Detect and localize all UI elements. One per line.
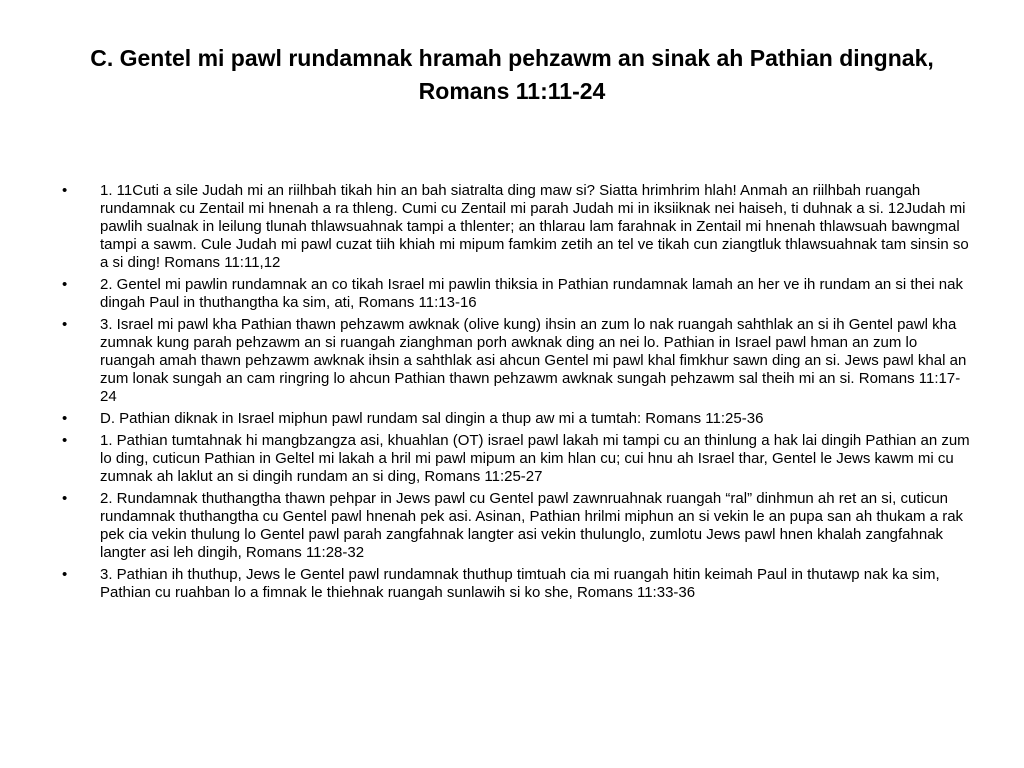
bullet-text: 2. Rundamnak thuthangtha thawn pehpar in Jews pawl cu Gentel pawl zawnruahnak ruangah “ral” dinhmun ah ret an si, cuticun rundamnak thuthangtha cu Gentel pawl hnenah pek asi. Asinan, Pathian hrilmi miphun an si vekin le an pupa san ah thukam a rak pek cia vekin thulung lo Gentel pawl parah zangfahnak langter asi vekin thulunglo, zumlotu Jews pawl hnen khalah zangfahnak langter asi leh dingih, Romans 11:28-32 xyxy=(100,490,964,561)
bullet-item-5 xyxy=(62,432,972,486)
bullet-text: 3. Israel mi pawl kha Pathian thawn pehzawm awknak (olive kung) ihsin an zum lo nak ruangah sahthlak an si ih Gentel pawl kha zumnak kung parah pehzawm an si ruangah zianghman porh awknak ding an nei lo. Pathian in Israel pawl hman an zum lo ruangah amah thawn pehzawm awknak ihsin a sahthlak asi ahcun Gentel mi pawl khal fimkhur sawn ding an si. Jews pawl khal an zum lonak sungah an cam ringring lo ahcun Pathian thawn pehzawm awknak sungah pehzawm sal theih mi an si. Romans 11:17-24 xyxy=(100,316,967,405)
bullet-text: 1. Pathian tumtahnak hi mangbzangza asi, khuahlan (OT) israel pawl lakah mi tampi cu an thinlung a hak lai dingih Pathian an zum lo ding, cuticun Pathian in Geltel mi lakah a hril mi pawl mipum an kim hlan cu; cui hnu ah Israel thar, Gentel le Jews kawm mi cu zumnak ah laklut an si dingih rundam an si ding, Romans 11:25-27 xyxy=(100,432,970,485)
bullet-item-1 xyxy=(62,182,972,272)
slide-title: C. Gentel mi pawl rundamnak hramah pehzawm an sinak ah Pathian dingnak, Romans 11:11-24 xyxy=(90,45,934,104)
bullet-item-6 xyxy=(62,490,972,562)
bullet-item-7 xyxy=(62,566,972,602)
bullet-list xyxy=(62,182,972,606)
bullet-text: 3. Pathian ih thuthup, Jews le Gentel pawl rundamnak thuthup timtuah cia mi ruangah hitin keimah Paul in thutawp nak ka sim, Pathian cu ruahban lo a fimnak le thiehnak ruangah sunlawih si ko she, Romans 11:33-36 xyxy=(100,566,940,601)
bullet-item-4 xyxy=(62,410,972,428)
bullet-text: 2. Gentel mi pawlin rundamnak an co tikah Israel mi pawlin thiksia in Pathian rundamnak lamah an her ve ih rundam an si thei nak dingah Paul in thuthangtha ka sim, ati, Romans 11:13-16 xyxy=(100,276,963,311)
bullet-dot: • xyxy=(62,276,68,293)
bullet-dot: • xyxy=(62,316,68,333)
bullet-item-2 xyxy=(62,276,972,312)
bullet-text: 1. 11Cuti a sile Judah mi an riilhbah tikah hin an bah siatralta ding maw si? Siatta hrimhrim hlah! Anmah an riilhbah ruangah rundamnak cu Zentail mi hnenah a ra thleng. Cumi cu Zentail mi parah Judah mi in iksiiknak nei haiseh, ti duhnak a si. 12Judah mi pawlih sualnak in leilung tlunah thlawsuahnak tampi a thlenter; an thlarau lam farahnak in Zentail mi hnenah thlawsuah bawngmal tampi a sawm. Cule Judah mi pawl cuzat tiih khiah mi mipum famkim zetih an tel ve tikah cun ziangtluk thlawsuahnak tam sinsin so a si ding! Romans 11:11,12 xyxy=(100,182,969,271)
bullet-text: D. Pathian diknak in Israel miphun pawl rundam sal dingin a thup aw mi a tumtah: Romans 11:25-36 xyxy=(100,410,764,427)
bullet-item-3 xyxy=(62,316,972,406)
bullet-dot: • xyxy=(62,432,68,449)
bullet-dot: • xyxy=(62,182,68,199)
bullet-dot: • xyxy=(62,490,68,507)
bullet-dot: • xyxy=(62,566,68,583)
bullet-dot: • xyxy=(62,410,68,427)
